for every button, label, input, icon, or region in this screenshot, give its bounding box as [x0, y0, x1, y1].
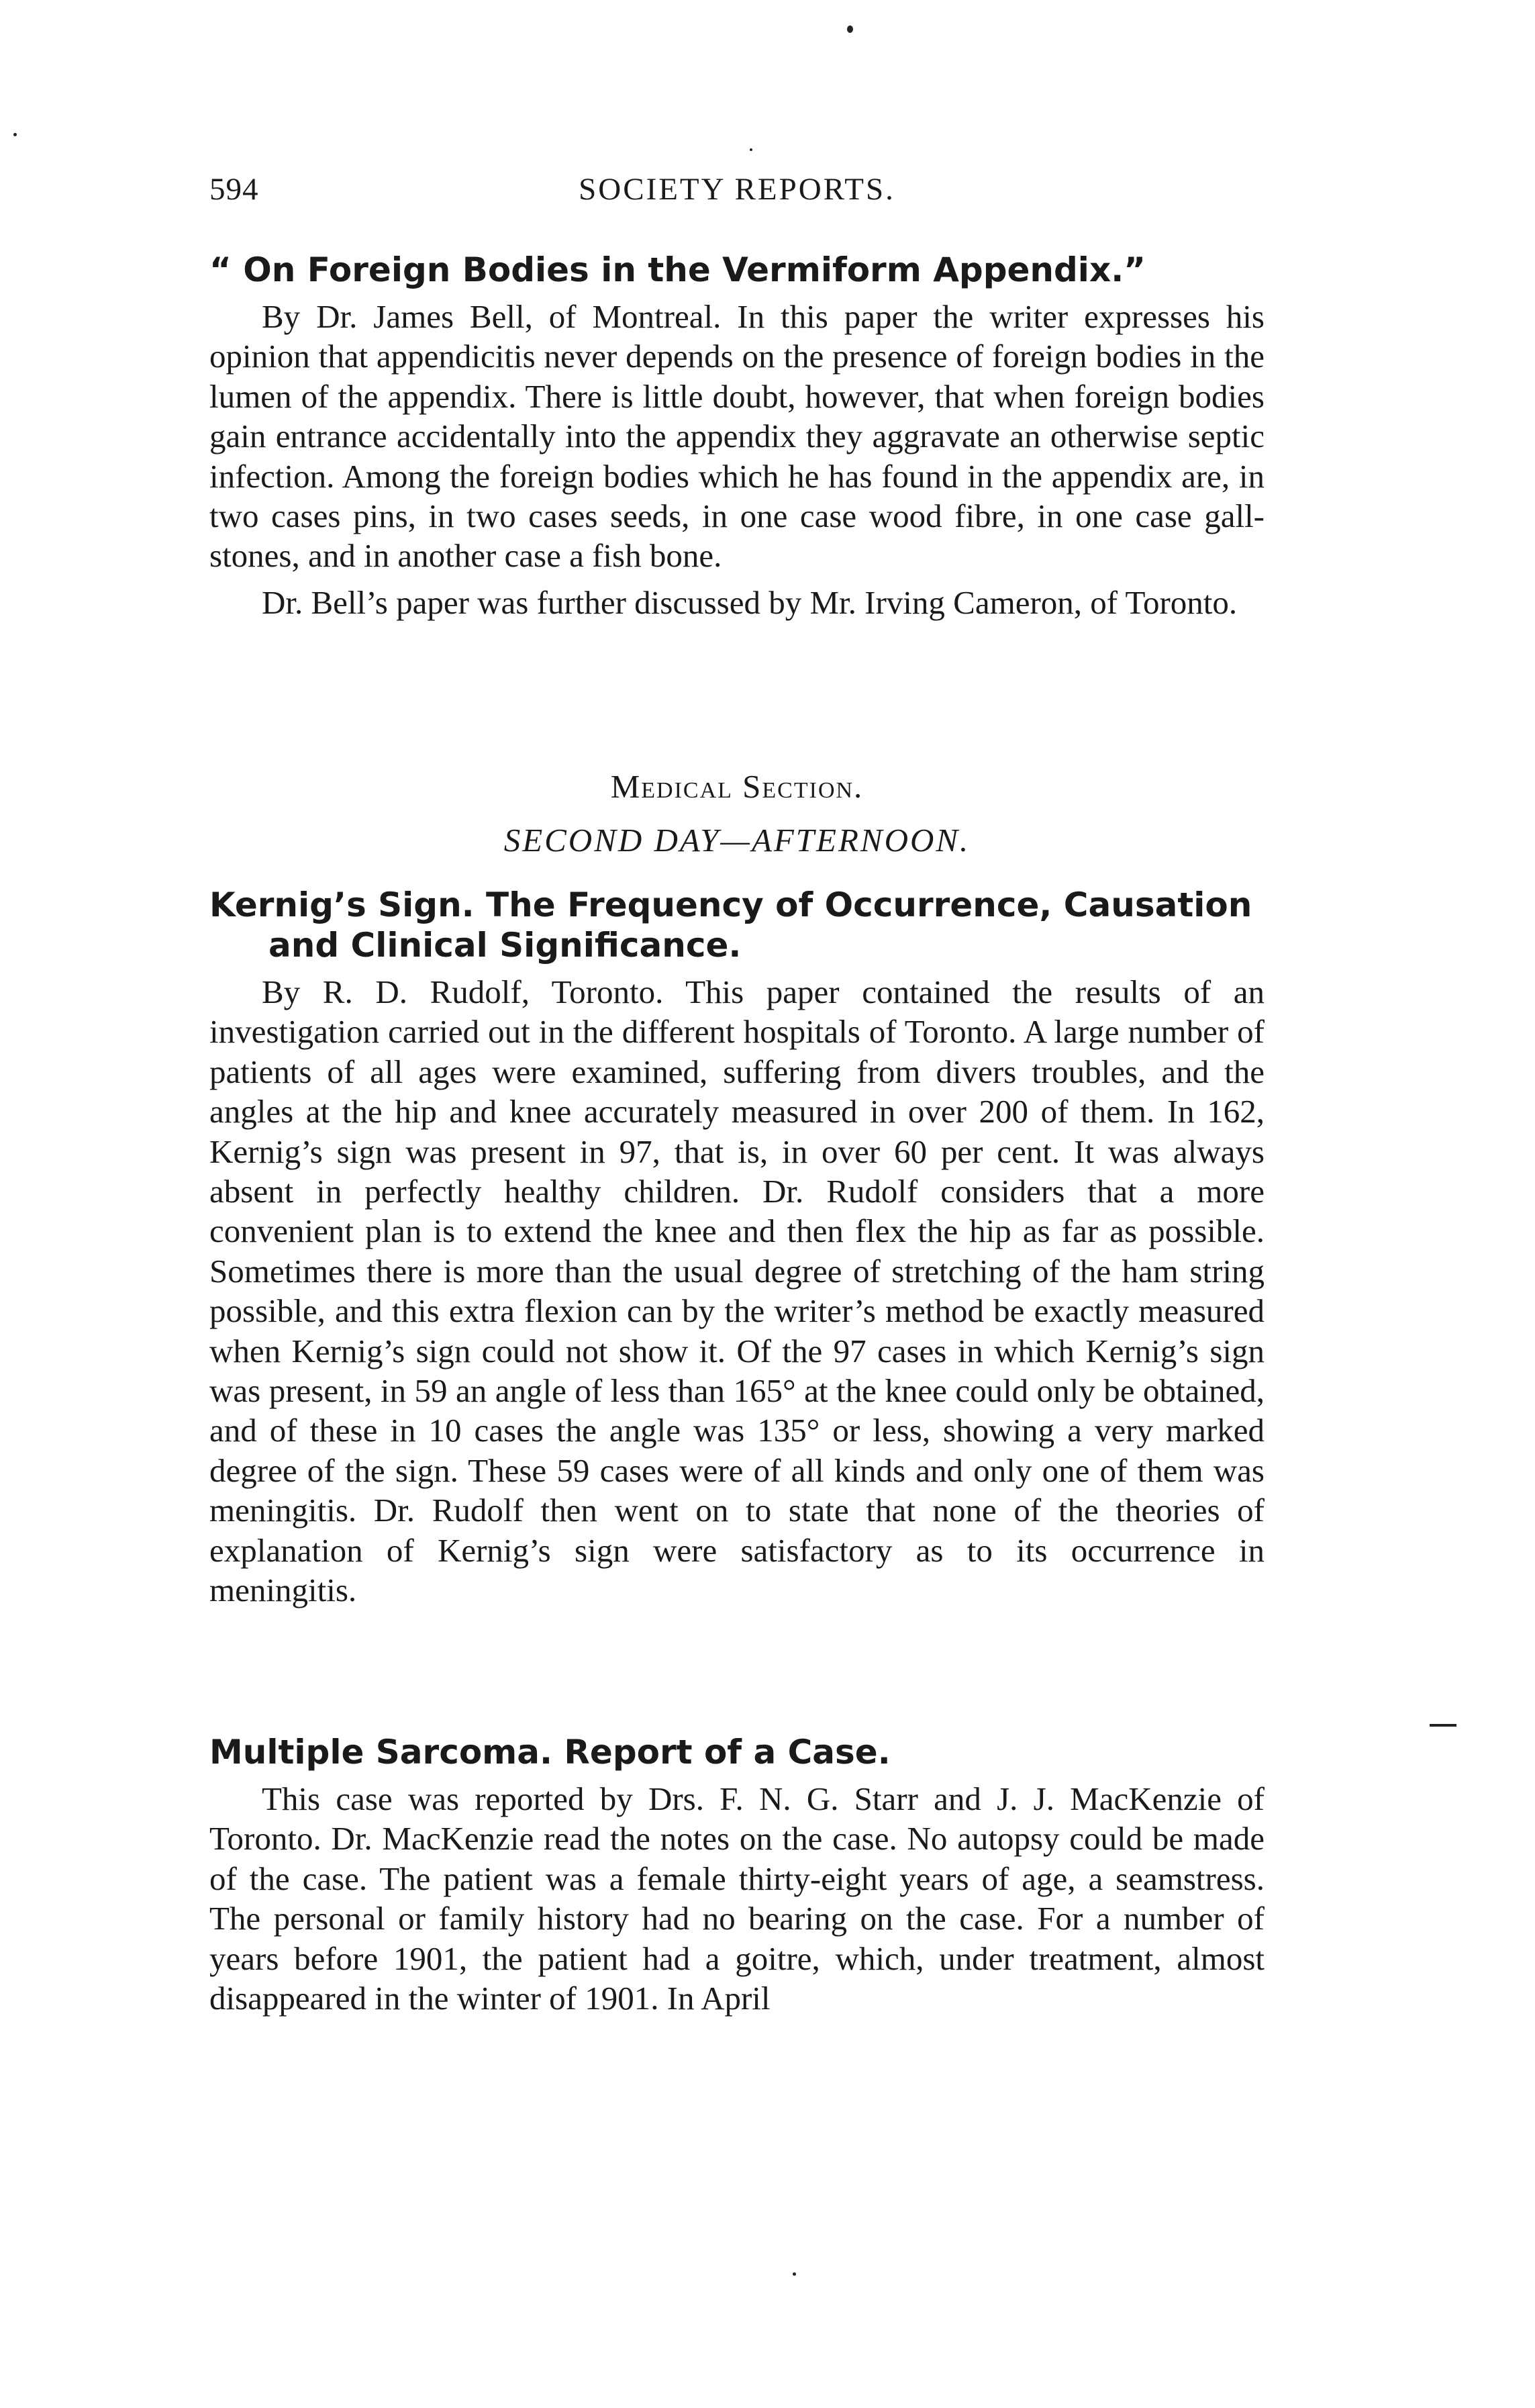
article-title: Multiple Sarcoma. Report of a Case. [209, 1733, 891, 1772]
scan-speck [847, 26, 853, 33]
article-kernigs-sign [209, 885, 1265, 1610]
article-title: “ On Foreign Bodies in the Vermiform Appendix.” [209, 250, 1146, 289]
article-foreign-bodies [209, 250, 1265, 622]
section-name: Medical Section. [610, 768, 864, 805]
scan-speck [13, 133, 17, 136]
running-title: SOCIETY REPORTS. [579, 172, 895, 207]
scan-speck [793, 2272, 796, 2276]
section-heading [209, 767, 1265, 861]
scan-speck [750, 148, 752, 151]
article-body-paragraph: By Dr. James Bell, of Montreal. In this paper the writer expresses his opinion that appendicitis never depends on the presence of foreign bodies in the lumen of the appendix. There is little doubt, however, that when foreign bodies gain entrance accidentally into the appendix they aggravate an otherwise septic infection. Among the foreign bodies which he has found in the appendix are, in two cases pins, in two cases seeds, in one case wood fibre, in one case gall-stones, and in another case a fish bone. [209, 298, 1265, 575]
scan-dash [1430, 1724, 1456, 1727]
article-title: Kernig’s Sign. The Frequency of Occurrence, Causation and Clinical Significance. [209, 885, 1252, 965]
article-body-paragraph: This case was reported by Drs. F. N. G. Starr and J. J. MacKenzie of Toronto. Dr. MacKenzie read the notes on the case. No autopsy could be made of the case. The patient was a female thirty-eight years of age, a seamstress. The personal or family history had no bearing on the case. For a number of years before 1901, the patient had a goitre, which, under treatment, almost disappeared in the winter of 1901. In April [209, 1780, 1265, 2017]
page-number: 594 [209, 172, 259, 207]
article-body-paragraph: Dr. Bell’s paper was further discussed by Mr. Irving Cameron, of Toronto. [262, 583, 1238, 621]
section-subtitle: SECOND DAY—AFTERNOON. [503, 822, 971, 859]
article-multiple-sarcoma [209, 1732, 1265, 2018]
running-header [209, 171, 1265, 211]
article-body-paragraph: By R. D. Rudolf, Toronto. This paper contained the results of an investigation carried out in the different hospitals of Toronto. A large number of patients of all ages were examined, suffering from divers troubles, and the angles at the hip and knee accurately measured in over 200 of them. In 162, Kernig’s sign was present in 97, that is, in over 60 per cent. It was always absent in perfectly healthy children. Dr. Rudolf considers that a more convenient plan is to extend the knee and then flex the hip as far as possible. Sometimes there is more than the usual degree of stretching of the ham string possible, and this extra flexion can by the writer’s method be exactly measured when Kernig’s sign could not show it. Of the 97 cases in which Kernig’s sign was present, in 59 an angle of less than 165° at the knee could only be obtained, and of these in 10 cases the angle was 135° or less, showing a very marked degree of the sign. These 59 cases were of all kinds and only one of them was meningitis. Dr. Rudolf then went on to state that none of the theories of explanation of Kernig’s sign were satisfactory as to its occurrence in meningitis. [209, 973, 1265, 1609]
